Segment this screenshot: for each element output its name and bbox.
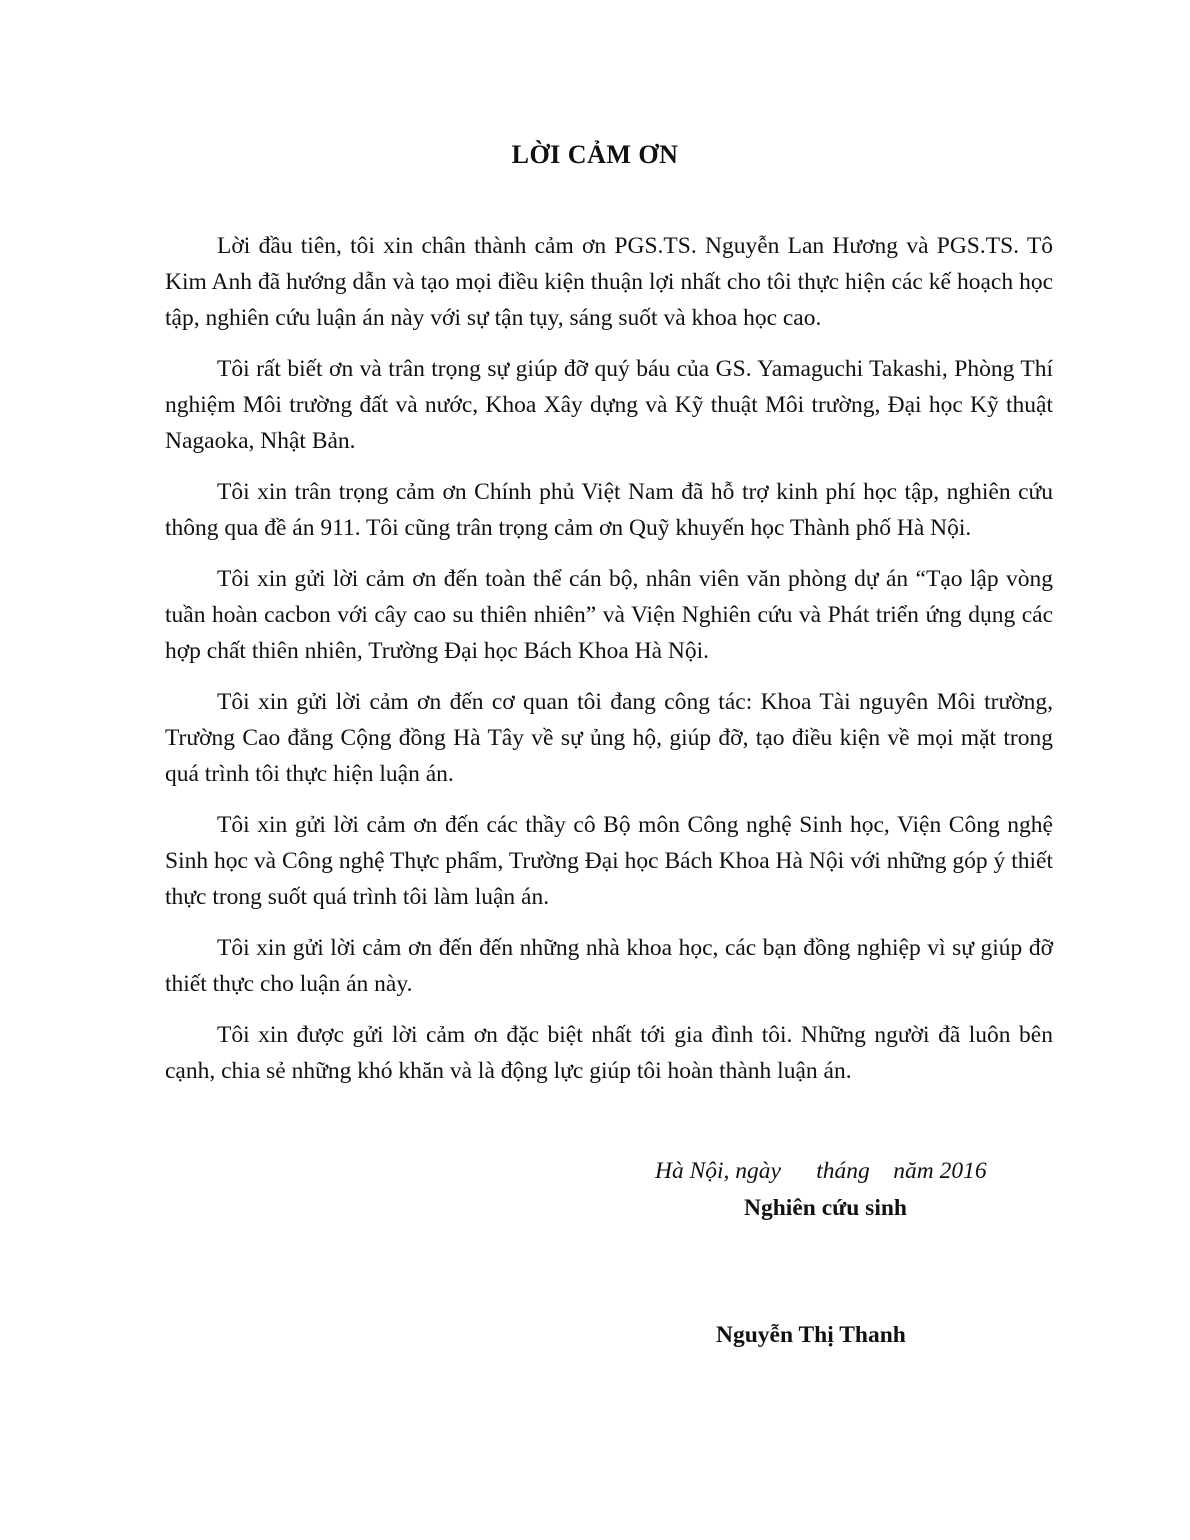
paragraph-5: Tôi xin gửi lời cảm ơn đến cơ quan tôi đang công tác: Khoa Tài nguyên Môi trường, Trường Cao đẳng Cộng đồng Hà Tây về sự ủng hộ, giúp đỡ, tạo điều kiện về mọi mặt trong quá trình tôi thực hiện luận án. — [165, 689, 1053, 787]
signature-role: Nghiên cứu sinh — [744, 1195, 907, 1221]
signature-date: Hà Nội, ngày tháng năm 2016 — [655, 1158, 987, 1184]
paragraph-1: Lời đầu tiên, tôi xin chân thành cảm ơn PGS.TS. Nguyễn Lan Hương và PGS.TS. Tô Kim Anh đã hướng dẫn và tạo mọi điều kiện thuận lợi nhất cho tôi thực hiện các kế hoạch học tập, nghiên cứu luận án này với sự tận tụy, sáng suốt và khoa học cao. — [165, 233, 1053, 331]
acknowledgement-body — [165, 228, 1053, 1104]
signature-name: Nguyễn Thị Thanh — [716, 1322, 906, 1348]
page-title: LỜI CẢM ƠN — [511, 140, 679, 169]
paragraph-2: Tôi rất biết ơn và trân trọng sự giúp đỡ quý báu của GS. Yamaguchi Takashi, Phòng Thí nghiệm Môi trường đất và nước, Khoa Xây dựng và Kỹ thuật Môi trường, Đại học Kỹ thuật Nagaoka, Nhật Bản. — [165, 356, 1053, 454]
paragraph-6: Tôi xin gửi lời cảm ơn đến các thầy cô Bộ môn Công nghệ Sinh học, Viện Công nghệ Sinh học và Công nghệ Thực phẩm, Trường Đại học Bách Khoa Hà Nội với những góp ý thiết thực trong suốt quá trình tôi làm luận án. — [165, 812, 1053, 910]
paragraph-8: Tôi xin được gửi lời cảm ơn đặc biệt nhất tới gia đình tôi. Những người đã luôn bên cạnh, chia sẻ những khó khăn và là động lực giúp tôi hoàn thành luận án. — [165, 1022, 1053, 1084]
paragraph-4: Tôi xin gửi lời cảm ơn đến toàn thể cán bộ, nhân viên văn phòng dự án “Tạo lập vòng tuần hoàn cacbon với cây cao su thiên nhiên” và Viện Nghiên cứu và Phát triển ứng dụng các hợp chất thiên nhiên, Trường Đại học Bách Khoa Hà Nội. — [165, 566, 1053, 664]
paragraph-7: Tôi xin gửi lời cảm ơn đến đến những nhà khoa học, các bạn đồng nghiệp vì sự giúp đỡ thiết thực cho luận án này. — [165, 935, 1053, 997]
paragraph-3: Tôi xin trân trọng cảm ơn Chính phủ Việt Nam đã hỗ trợ kinh phí học tập, nghiên cứu thông qua đề án 911. Tôi cũng trân trọng cảm ơn Quỹ khuyến học Thành phố Hà Nội. — [165, 479, 1053, 541]
